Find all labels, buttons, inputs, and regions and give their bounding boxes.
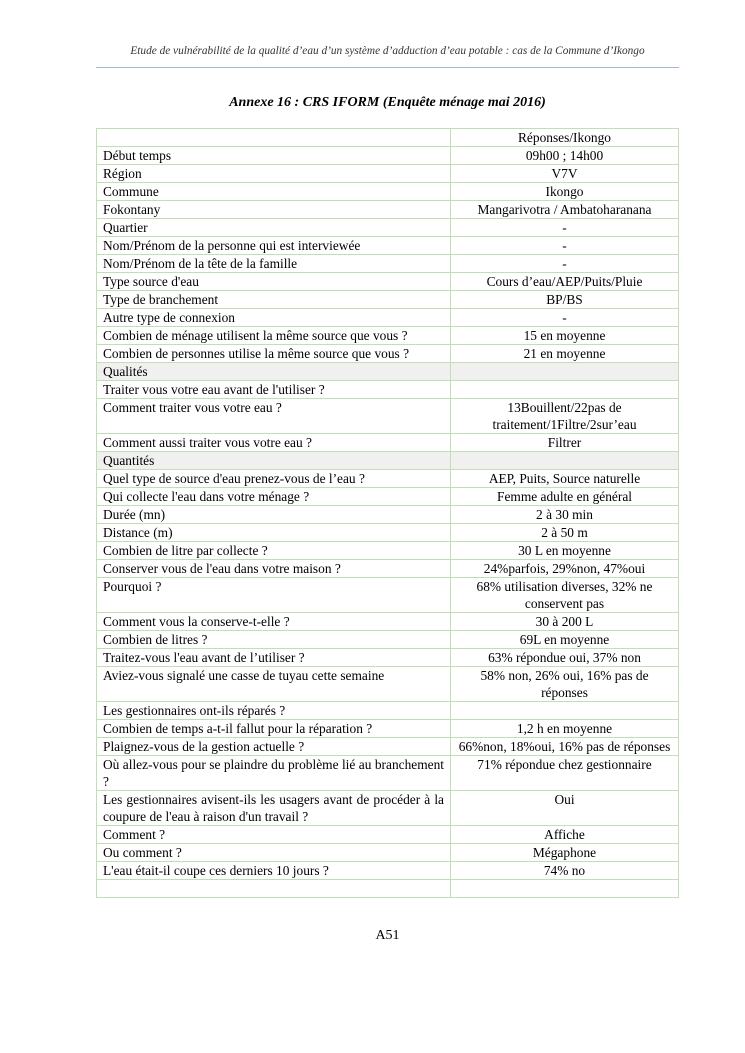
answer-cell xyxy=(451,702,679,720)
table-row xyxy=(97,720,679,738)
question-cell: Quel type de source d'eau prenez-vous de l’eau ? xyxy=(97,470,451,488)
answer-cell: BP/BS xyxy=(451,291,679,309)
answer-cell xyxy=(451,452,679,470)
table-row xyxy=(97,147,679,165)
table-row xyxy=(97,738,679,756)
table-row xyxy=(97,488,679,506)
page-number: A51 xyxy=(375,928,400,943)
answer-cell: Oui xyxy=(451,791,679,826)
table-row xyxy=(97,255,679,273)
question-cell: L'eau était-il coupe ces derniers 10 jours ? xyxy=(97,862,451,880)
table-row xyxy=(97,309,679,327)
answer-cell xyxy=(451,381,679,399)
question-cell: Commune xyxy=(97,183,451,201)
table-row xyxy=(97,542,679,560)
question-cell: Combien de temps a-t-il fallut pour la réparation ? xyxy=(97,720,451,738)
answer-cell: 13Bouillent/22pas de traitement/1Filtre/2sur’eau xyxy=(451,399,679,434)
table-row xyxy=(97,613,679,631)
answer-cell: V7V xyxy=(451,165,679,183)
answer-cell: 71% répondue chez gestionnaire xyxy=(451,756,679,791)
table-row xyxy=(97,381,679,399)
question-cell: Où allez-vous pour se plaindre du problème lié au branchement ? xyxy=(97,756,451,791)
answer-cell: 15 en moyenne xyxy=(451,327,679,345)
running-header: Etude de vulnérabilité de la qualité d’eau d’un système d’adduction d’eau potable : cas de la Commune d’Ikongo xyxy=(130,45,645,57)
answer-cell: Affiche xyxy=(451,826,679,844)
answer-cell: 1,2 h en moyenne xyxy=(451,720,679,738)
answer-cell: 2 à 50 m xyxy=(451,524,679,542)
answer-cell: Ikongo xyxy=(451,183,679,201)
answer-cell: 2 à 30 min xyxy=(451,506,679,524)
table-row xyxy=(97,844,679,862)
answer-cell: Cours d’eau/AEP/Puits/Pluie xyxy=(451,273,679,291)
answer-cell: 58% non, 26% oui, 16% pas de réponses xyxy=(451,667,679,702)
question-cell: Combien de personnes utilise la même source que vous ? xyxy=(97,345,451,363)
question-cell: Traitez-vous l'eau avant de l’utiliser ? xyxy=(97,649,451,667)
table-row xyxy=(97,273,679,291)
question-cell: Nom/Prénom de la personne qui est interviewée xyxy=(97,237,451,255)
table-row xyxy=(97,434,679,452)
question-cell: Conserver vous de l'eau dans votre maison ? xyxy=(97,560,451,578)
table-row xyxy=(97,327,679,345)
question-cell: Région xyxy=(97,165,451,183)
table-row xyxy=(97,756,679,791)
answer-cell: 69L en moyenne xyxy=(451,631,679,649)
answer-cell: 74% no xyxy=(451,862,679,880)
table-row xyxy=(97,649,679,667)
spacer-cell xyxy=(97,880,451,898)
survey-table xyxy=(96,128,679,898)
question-cell: Comment vous la conserve-t-elle ? xyxy=(97,613,451,631)
answer-cell: AEP, Puits, Source naturelle xyxy=(451,470,679,488)
table-row xyxy=(97,578,679,613)
answer-cell: - xyxy=(451,219,679,237)
table-row xyxy=(97,183,679,201)
table-row xyxy=(97,667,679,702)
table-row xyxy=(97,399,679,434)
question-cell: Combien de ménage utilisent la même source que vous ? xyxy=(97,327,451,345)
answer-cell: 63% répondue oui, 37% non xyxy=(451,649,679,667)
answer-cell: Mégaphone xyxy=(451,844,679,862)
table-row xyxy=(97,826,679,844)
question-cell: Durée (mn) xyxy=(97,506,451,524)
table-row xyxy=(97,470,679,488)
section-row-quantites xyxy=(97,452,679,470)
answer-cell xyxy=(451,363,679,381)
question-cell: Qui collecte l'eau dans votre ménage ? xyxy=(97,488,451,506)
question-cell: Type source d'eau xyxy=(97,273,451,291)
table-row xyxy=(97,524,679,542)
answer-cell: 68% utilisation diverses, 32% ne conservent pas xyxy=(451,578,679,613)
question-cell: Autre type de connexion xyxy=(97,309,451,327)
table-row xyxy=(97,345,679,363)
answer-cell: Mangarivotra / Ambatoharanana xyxy=(451,201,679,219)
table-row xyxy=(97,237,679,255)
answer-cell: - xyxy=(451,255,679,273)
question-cell: Fokontany xyxy=(97,201,451,219)
table-row xyxy=(97,506,679,524)
question-cell: Les gestionnaires ont-ils réparés ? xyxy=(97,702,451,720)
table-row xyxy=(97,201,679,219)
answer-cell: 66%non, 18%oui, 16% pas de réponses xyxy=(451,738,679,756)
answer-cell: - xyxy=(451,237,679,255)
answer-cell: 30 à 200 L xyxy=(451,613,679,631)
question-cell: Début temps xyxy=(97,147,451,165)
answer-cell: - xyxy=(451,309,679,327)
question-cell: Pourquoi ? xyxy=(97,578,451,613)
table-header-empty-cell xyxy=(97,129,451,147)
question-cell: Comment aussi traiter vous votre eau ? xyxy=(97,434,451,452)
annex-title: Annexe 16 : CRS IFORM (Enquête ménage mai 2016) xyxy=(229,95,546,110)
question-cell: Comment ? xyxy=(97,826,451,844)
answer-cell: 30 L en moyenne xyxy=(451,542,679,560)
table-spacer-row xyxy=(97,880,679,898)
question-cell: Traiter vous votre eau avant de l'utiliser ? xyxy=(97,381,451,399)
section-label: Quantités xyxy=(97,452,451,470)
question-cell: Comment traiter vous votre eau ? xyxy=(97,399,451,434)
answer-cell: 09h00 ; 14h00 xyxy=(451,147,679,165)
table-row xyxy=(97,219,679,237)
question-cell: Quartier xyxy=(97,219,451,237)
answer-cell: 21 en moyenne xyxy=(451,345,679,363)
question-cell: Combien de litre par collecte ? xyxy=(97,542,451,560)
table-row xyxy=(97,560,679,578)
section-row-qualites xyxy=(97,363,679,381)
spacer-cell xyxy=(451,880,679,898)
question-cell: Type de branchement xyxy=(97,291,451,309)
question-cell: Plaignez-vous de la gestion actuelle ? xyxy=(97,738,451,756)
question-cell: Les gestionnaires avisent-ils les usagers avant de procéder à la coupure de l'eau à raison d'un travail ? xyxy=(97,791,451,826)
table-row xyxy=(97,791,679,826)
table-row xyxy=(97,165,679,183)
header-rule xyxy=(96,67,679,68)
question-cell: Nom/Prénom de la tête de la famille xyxy=(97,255,451,273)
table-row xyxy=(97,291,679,309)
answer-cell: Femme adulte en général xyxy=(451,488,679,506)
question-cell: Ou comment ? xyxy=(97,844,451,862)
question-cell: Aviez-vous signalé une casse de tuyau cette semaine xyxy=(97,667,451,702)
table-row xyxy=(97,702,679,720)
answer-cell: 24%parfois, 29%non, 47%oui xyxy=(451,560,679,578)
table-header-row xyxy=(97,129,679,147)
section-label: Qualités xyxy=(97,363,451,381)
table-row xyxy=(97,631,679,649)
column-header: Réponses/Ikongo xyxy=(451,129,679,147)
table-row xyxy=(97,862,679,880)
question-cell: Combien de litres ? xyxy=(97,631,451,649)
question-cell: Distance (m) xyxy=(97,524,451,542)
answer-cell: Filtrer xyxy=(451,434,679,452)
